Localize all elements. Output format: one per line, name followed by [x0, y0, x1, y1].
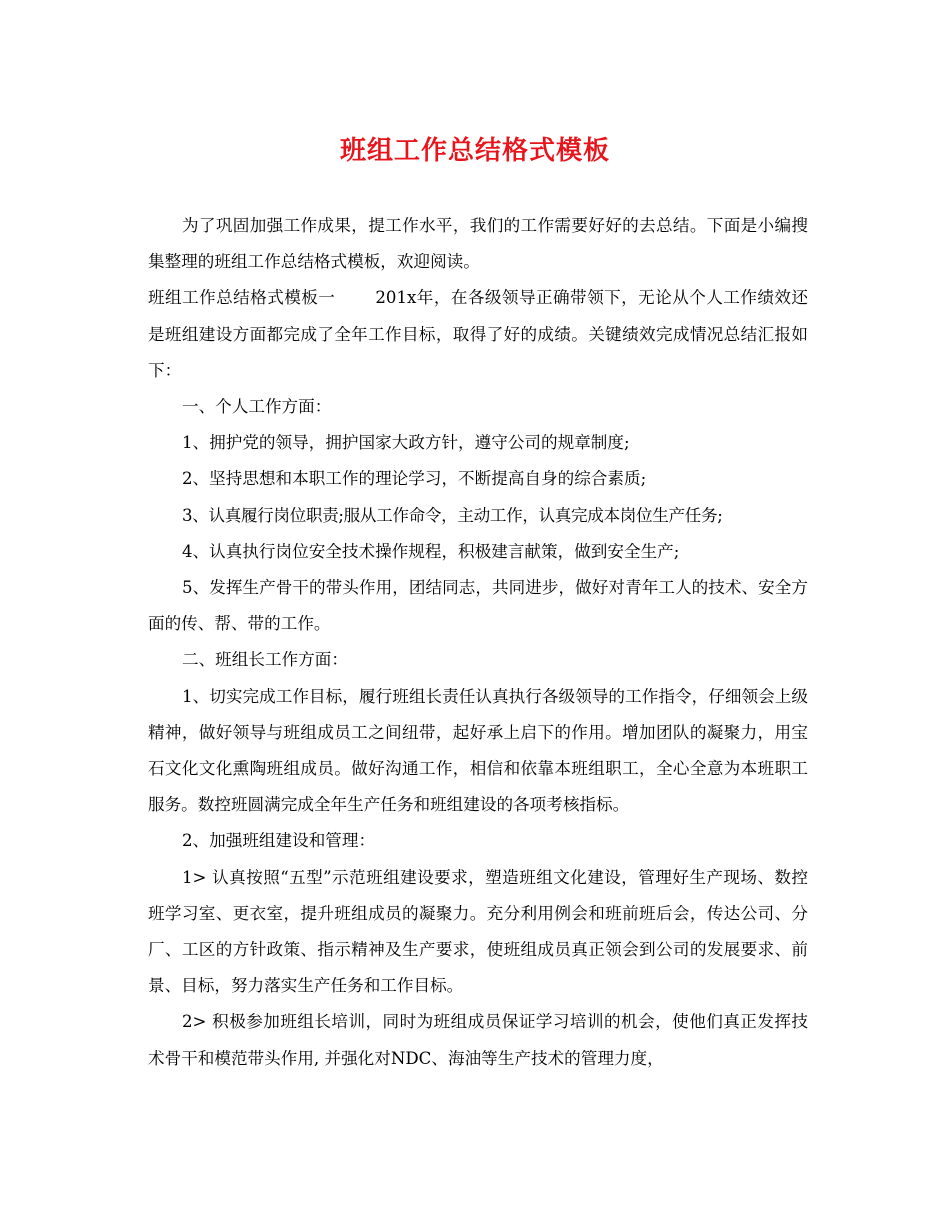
list-item: 4、认真执行岗位安全技术操作规程，积极建言献策，做到安全生产;: [182, 541, 680, 561]
template-one-heading: 班组工作总结格式模板一: [148, 288, 336, 308]
list-item: 1、切实完成工作目标，履行班组长责任认真执行各级领导的工作指令，仔细领会上级精神，做好领导与班组成员工之间纽带，起好承上启下的作用。增加团队的凝聚力，用宝石文化文化熏陶班组成员。做好沟通工作，相信和依靠本班组职工，全心全意为本班职工服务。数控班圆满完成全年生产任务和班组建设的各项考核指标。: [148, 686, 808, 815]
intro-paragraph: 为了巩固加强工作成果，提工作水平，我们的工作需要好好的去总结。下面是小编搜集整理的班组工作总结格式模板，欢迎阅读。: [148, 216, 808, 272]
list-item: 5、发挥生产骨干的带头作用，团结同志，共同进步，做好对青年工人的技术、安全方面的传、帮、带的工作。: [148, 578, 808, 634]
section-heading-team-leader: 二、班组长工作方面：: [182, 650, 348, 670]
list-item: 2、加强班组建设和管理：: [182, 831, 376, 851]
document-title: 班组工作总结格式模板: [339, 136, 610, 166]
template-one-paragraph: [148, 280, 808, 389]
template-one-body: 201x年，在各级领导正确带领下，无论从个人工作绩效还是班组建设方面都完成了全年工作目标，取得了好的成绩。关键绩效完成情况总结汇报如下：: [148, 288, 809, 380]
document-body: [148, 208, 808, 1077]
sub-list-item: 1> 认真按照“五型”示范班组建设要求，塑造班组文化建设，管理好生产现场、数控班学习室、更衣室，提升班组成员的凝聚力。充分利用例会和班前班后会，传达公司、分厂、工区的方针政策、指示精神及生产要求，使班组成员真正领会到公司的发展要求、前景、目标，努力落实生产任务和工作目标。: [148, 867, 808, 996]
sub-list-item: 2> 积极参加班组长培训，同时为班组成员保证学习培训的机会，使他们真正发挥技术骨干和模范带头作用, 并强化对NDC、海油等生产技术的管理力度，: [148, 1012, 808, 1068]
list-item: 1、拥护党的领导，拥护国家大政方针，遵守公司的规章制度;: [182, 433, 630, 453]
section-heading-personal: 一、个人工作方面：: [182, 397, 332, 417]
list-item: 2、坚持思想和本职工作的理论学习，不断提高自身的综合素质;: [182, 469, 647, 489]
list-item: 3、认真履行岗位职责;服从工作命令，主动工作，认真完成本岗位生产任务;: [182, 505, 723, 525]
